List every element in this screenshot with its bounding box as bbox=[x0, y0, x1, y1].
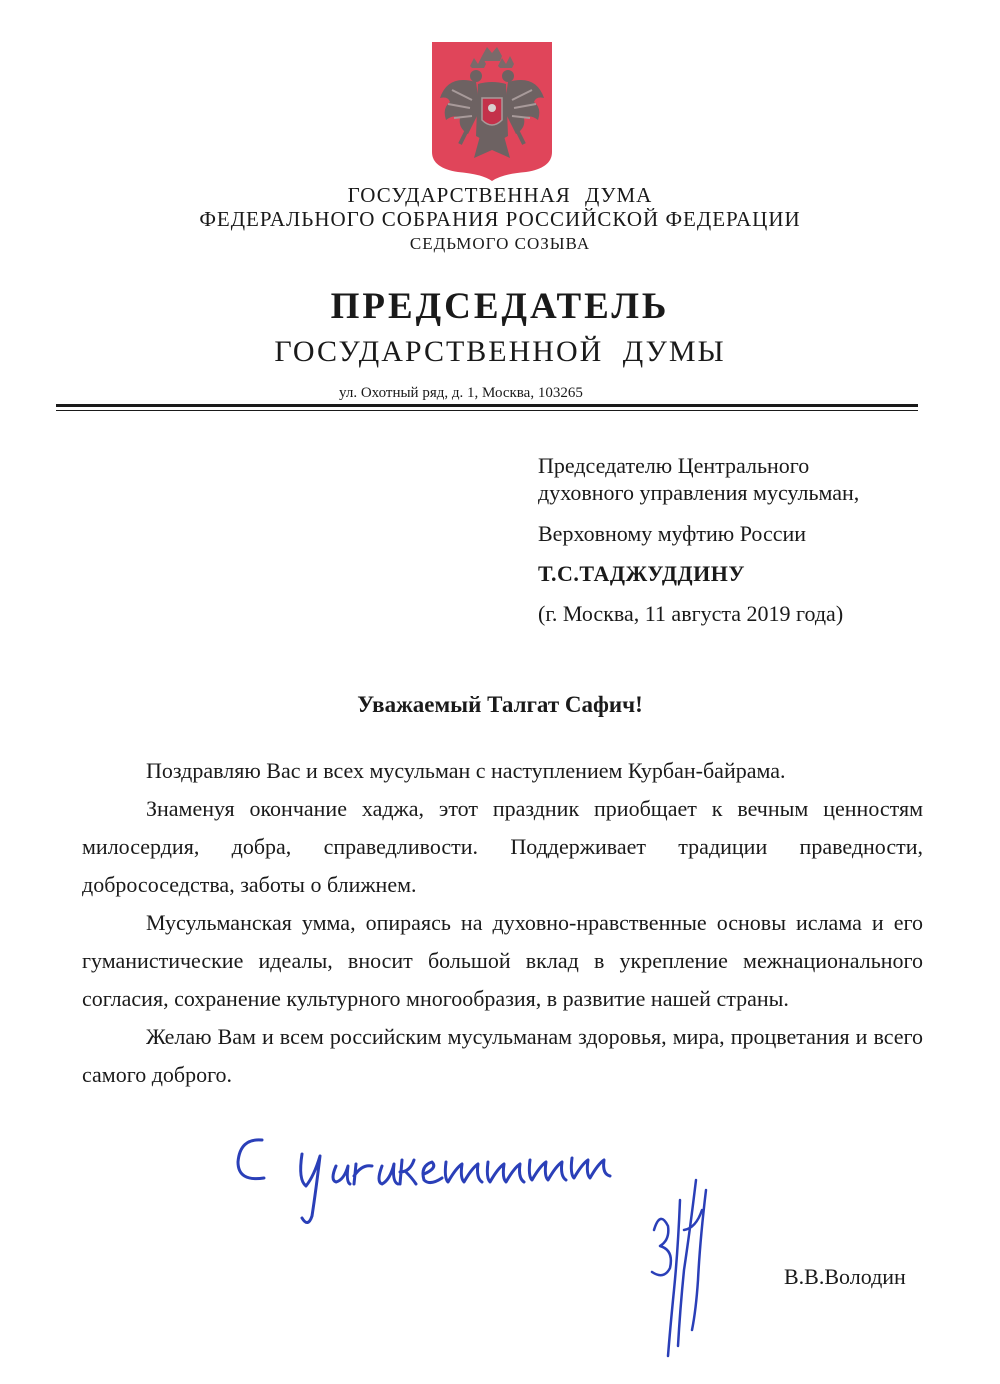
recipient-block bbox=[538, 452, 859, 627]
recipient-position-line-2: духовного управления мусульман, bbox=[538, 480, 860, 505]
recipient-position-line-3: Верховному муфтию России bbox=[538, 521, 807, 546]
letter-place-date: (г. Москва, 11 августа 2019 года) bbox=[538, 601, 844, 626]
recipient-position-line-1: Председателю Центрального bbox=[538, 453, 810, 478]
handwritten-signature bbox=[640, 1170, 720, 1360]
signer-name: В.В.Володин bbox=[784, 1264, 906, 1289]
letterhead-title: ПРЕДСЕДАТЕЛЬ bbox=[330, 286, 670, 327]
paragraph-holiday-meaning: Знаменуя окончание хаджа, этот праздник приобщает к вечным ценностям милосердия, добра, справедливости. Поддерживает традиции праведности, добрососедства, заботы о ближнем. bbox=[82, 796, 923, 897]
paragraph-wishes: Желаю Вам и всем российским мусульманам здоровья, мира, процветания и всего самого доброго. bbox=[82, 1024, 923, 1087]
salutation: Уважаемый Талгат Сафич! bbox=[357, 692, 643, 717]
header-rule-thick bbox=[56, 404, 918, 407]
org-name-line-2: ФЕДЕРАЛЬНОГО СОБРАНИЯ РОССИЙСКОЙ ФЕДЕРАЦИИ bbox=[199, 207, 801, 231]
handwritten-closing bbox=[232, 1120, 652, 1230]
letterhead-address: ул. Охотный ряд, д. 1, Москва, 103265 bbox=[339, 385, 583, 401]
org-convocation: СЕДЬМОГО СОЗЫВА bbox=[409, 234, 591, 253]
coat-of-arms-icon bbox=[430, 40, 554, 182]
paragraph-congratulation: Поздравляю Вас и всех мусульман с наступлением Курбан-байрама. bbox=[146, 758, 786, 783]
header-rule-thin bbox=[56, 410, 918, 411]
recipient-name: Т.С.ТАДЖУДДИНУ bbox=[538, 561, 745, 586]
org-name-line-1: ГОСУДАРСТВЕННАЯ ДУМА bbox=[347, 183, 653, 207]
letterhead-subtitle: ГОСУДАРСТВЕННОЙ ДУМЫ bbox=[274, 335, 726, 368]
letter-body bbox=[82, 752, 923, 1094]
paragraph-ummah-contribution: Мусульманская умма, опираясь на духовно-нравственные основы ислама и его гуманистические идеалы, вносит большой вклад в укрепление межнационального согласия, сохранение культурного многообразия, в развитие нашей страны. bbox=[82, 910, 923, 1011]
